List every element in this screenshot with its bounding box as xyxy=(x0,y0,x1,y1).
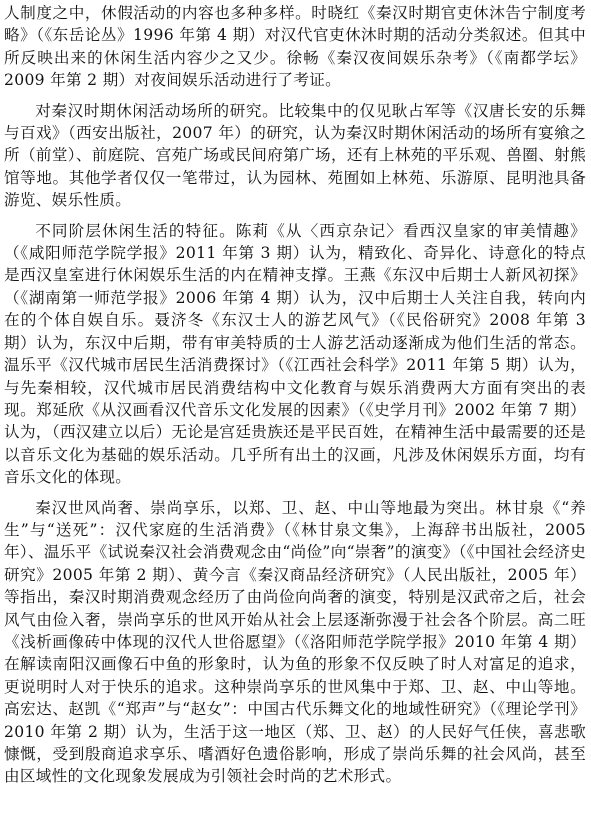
paragraph-luxury-pleasure-customs: 秦汉世风尚奢、崇尚享乐，以郑、卫、赵、中山等地最为突出。林甘泉《“养生”与“送死”：汉代家庭的生活消费》（《林甘泉文集》，上海辞书出版社，2005 年）、温乐平《试说秦汉社会消费观念由“尚俭”向“崇奢”的演变》（《中国社会经济史研究》2005 年第 2 期）、黄今言《秦汉商品经济研究》（人民出版社，2005 年）等指出，秦汉时期消费观念经历了由尚俭向尚奢的演变，特别是汉武帝之后，社会风气由俭入奢，崇尚享乐的世风开始从社会上层逐渐弥漫于社会各个阶层。高二旺《浅析画像砖中体现的汉代人世俗愿望》（《洛阳师范学院学报》2010 年第 4 期）在解读南阳汉画像石中鱼的形象时，认为鱼的形象不仅反映了时人对富足的追求，更说明时人对于快乐的追求。这种崇尚享乐的世风集中于郑、卫、赵、中山等地。高宏达、赵凯《“郑声”与“赵女”：中国古代乐舞文化的地域性研究》（《理论学刊》2010 年第 2 期）认为，生活于这一地区（郑、卫、赵）的人民好气任侠，喜悲歌慷慨，受到殷商追求享乐、嗜酒好色遗俗影响，形成了崇尚乐舞的社会风尚，甚至由区域性的文化现象发展成为引领社会时尚的艺术形式。 xyxy=(4,498,586,786)
paragraph-rest-leisure-content: 人制度之中，休假活动的内容也多种多样。时晓红《秦汉时期官吏休沐告宁制度考略》（《东岳论丛》1996 年第 4 期）对汉代官吏休沐时期的活动分类叙述。但其中所反映出来的休闲生活内容少之又少。徐畅《秦汉夜间娱乐杂考》（《南都学坛》2009 年第 2 期）对夜间娱乐活动进行了考证。 xyxy=(4,4,586,90)
paragraph-class-leisure-features: 不同阶层休闲生活的特征。陈莉《从〈西京杂记〉看西汉皇家的审美情趣》（《咸阳师范学院学报》2011 年第 3 期）认为，精致化、奇异化、诗意化的特点是西汉皇室进行休闲娱乐生活的内在精神支撑。王燕《东汉中后期士人新风初探》（《湖南第一师范学报》2006 年第 4 期）认为，汉中后期士人关注自我，转向内在的个体自娱自乐。聂济冬《东汉士人的游艺风气》（《民俗研究》2008 年第 3 期）认为，东汉中后期，带有审美特质的士人游艺活动逐渐成为他们生活的常态。温乐平《汉代城市居民生活消费探讨》（《江西社会科学》2011 年第 5 期）认为，与先秦相较，汉代城市居民消费结构中文化教育与娱乐消费两大方面有突出的表现。郑延欣《从汉画看汉代音乐文化发展的因素》（《史学月刊》2002 年第 7 期）认为，（西汉建立以后）无论是宫廷贵族还是平民百姓，在精神生活中最需要的还是以音乐文化为基础的娱乐活动。几乎所有出土的汉画，凡涉及休闲娱乐方面，均有音乐文化的体现。 xyxy=(4,221,586,487)
document-page xyxy=(4,2,586,822)
paragraph-leisure-venues: 对秦汉时期休闲活动场所的研究。比较集中的仅见耿占军等《汉唐长安的乐舞与百戏》（西安出版社，2007 年）的研究，认为秦汉时期休闲活动的场所有宴飨之所（前堂）、前庭院、宫苑广场或民间府第广场，还有上林苑的平乐观、兽圈、射熊馆等地。其他学者仅仅一笔带过，认为园林、苑囿如上林苑、乐游原、昆明池具备游览、娱乐性质。 xyxy=(4,101,586,210)
